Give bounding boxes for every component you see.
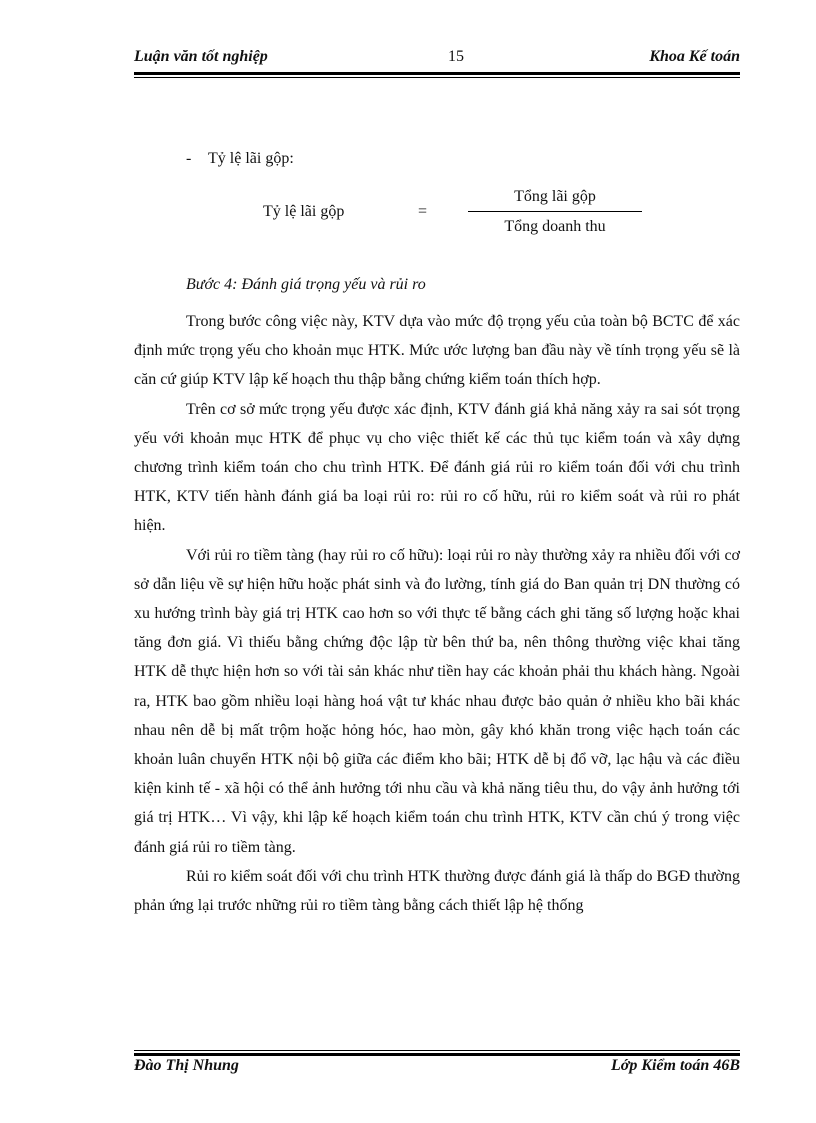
footer-divider [134, 1050, 740, 1056]
paragraph: Rủi ro kiểm soát đối với chu trình HTK thường được đánh giá là thấp do BGĐ thường phản ứng lại trước những rủi ro tiềm tàng bằng cách thiết lập hệ thống [134, 867, 740, 915]
formula-denominator: Tổng doanh thu [504, 218, 606, 235]
header-thesis-title: Luận văn tốt nghiệp [134, 48, 268, 65]
footer-class: Lớp Kiểm toán 46B [610, 1057, 740, 1074]
formula-equals: = [418, 203, 428, 220]
body-text [134, 307, 740, 920]
bullet-item [186, 150, 294, 168]
page-number: 15 [448, 48, 464, 65]
fraction-bar [468, 211, 642, 212]
paragraph: Với rủi ro tiềm tàng (hay rủi ro cố hữu): loại rủi ro này thường xảy ra nhiều đối với cơ sở dẫn liệu về sự hiện hữu hoặc phát sinh và đo lường, tính giá do Ban quản trị DN thường có xu hướng trình bày giá trị HTK cao hơn so với thực tế bằng cách ghi tăng số lượng hoặc khai tăng đơn giá. Vì thiếu bằng chứng độc lập từ bên thứ ba, nên thông thường việc khai tăng HTK dễ thực hiện hơn so với tài sản khác như tiền hay các khoản phải thu khách hàng. Ngoài ra, HTK bao gồm nhiều loại hàng hoá vật tư khác nhau được bảo quản ở nhiều kho bãi khác nhau nên dễ bị mất trộm hoặc hỏng hóc, hao mòn, gây khó khăn trong việc hạch toán các khoản luân chuyển HTK nội bộ giữa các điểm kho bãi; HTK dễ bị đổ vỡ, lạc hậu và các điều kiện kinh tế - xã hội có thể ảnh hưởng tới nhu cầu và khả năng tiêu thu, do vậy ảnh hưởng tới giá trị HTK… Vì vậy, khi lập kế hoạch kiểm toán chu trình HTK, KTV cần chú ý trong việc đánh giá rủi ro tiềm tàng. [134, 546, 740, 856]
section-heading: Bước 4: Đánh giá trọng yếu và rủi ro [186, 276, 426, 293]
bullet-dash: - [186, 150, 192, 167]
page-footer [134, 1057, 740, 1081]
formula-lhs: Tỷ lệ lãi gộp [263, 203, 345, 220]
paragraph: Trong bước công việc này, KTV dựa vào mức độ trọng yếu của toàn bộ BCTC để xác định mức trọng yếu cho khoản mục HTK. Mức ước lượng ban đầu này về tính trọng yếu sẽ là căn cứ giúp KTV lập kế hoạch thu thập bằng chứng kiểm toán thích hợp. [134, 313, 740, 389]
paragraph: Trên cơ sở mức trọng yếu được xác định, KTV đánh giá khả năng xảy ra sai sót trọng yếu với khoản mục HTK để phục vụ cho việc thiết kế các thủ tục kiểm toán và xây dựng chương trình kiểm toán cho chu trình HTK. Để đánh giá rủi ro kiểm toán đối với chu trình HTK, KTV tiến hành đánh giá ba loại rủi ro: rủi ro cố hữu, rủi ro kiểm soát và rủi ro phát hiện. [134, 400, 740, 535]
bullet-text: Tỷ lệ lãi gộp: [208, 150, 294, 167]
page-header [134, 48, 740, 72]
formula-numerator: Tổng lãi gộp [514, 188, 596, 205]
footer-author: Đào Thị Nhung [134, 1057, 239, 1074]
header-department: Khoa Kế toán [649, 48, 740, 65]
header-divider [134, 72, 740, 78]
